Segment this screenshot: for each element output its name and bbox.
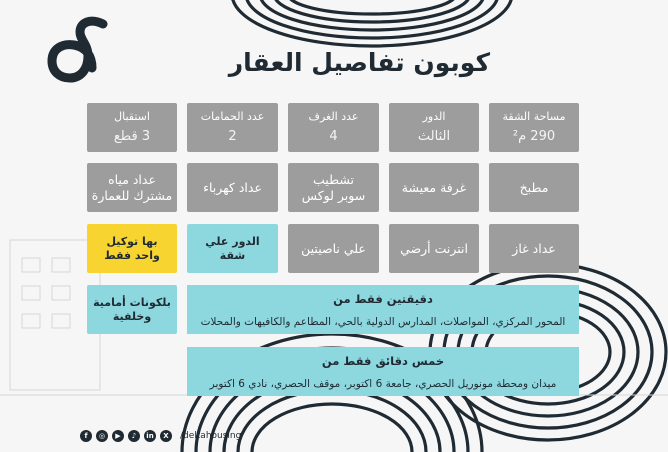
five-minutes-body: ميدان ومحطة مونوريل الحصري، جامعة 6 اكتوبر، موقف الحصري، نادي 6 اكتوبر	[209, 378, 557, 390]
five-minutes-heading: خمس دقائق فقط من	[321, 354, 445, 368]
tile-label: تشطيب	[313, 171, 354, 187]
tile-landline-internet	[389, 224, 479, 273]
tile-single-power-of-attorney	[87, 224, 177, 273]
tile-living-room	[389, 163, 479, 212]
tile-finishing	[288, 163, 379, 212]
tile-label: الدور علي شقة	[205, 234, 260, 262]
tile-label: عدد الغرف	[308, 110, 359, 123]
tile-floor	[389, 103, 479, 152]
tile-value: الثالث	[417, 128, 451, 144]
tile-label: بها توكيل واحد فقط	[104, 234, 160, 262]
x-icon[interactable]: X	[160, 430, 172, 442]
youtube-icon[interactable]: ▶	[112, 430, 124, 442]
tile-label: عداد كهرباء	[203, 179, 262, 195]
five-minutes-box	[187, 347, 579, 396]
tile-value: 290 م²	[512, 128, 556, 144]
tile-corner-location	[288, 224, 379, 273]
tile-bathrooms	[187, 103, 278, 152]
tile-rooms	[288, 103, 379, 152]
facebook-icon[interactable]: f	[80, 430, 92, 442]
two-minutes-body: المحور المركزي، المواصلات، المدارس الدولية بالحي، المطاعم والكافيهات والمحلات	[200, 316, 566, 328]
tile-label: غرفة معيشة	[401, 179, 467, 195]
linkedin-icon[interactable]: in	[144, 430, 156, 442]
social-handle[interactable]: /deltahousing	[180, 431, 242, 441]
instagram-icon[interactable]: ◎	[96, 430, 108, 442]
tile-water-meter	[87, 163, 177, 212]
tile-reception	[87, 103, 177, 152]
top-spiral-pattern	[232, 0, 512, 46]
tiktok-icon[interactable]: ♪	[128, 430, 140, 442]
two-minutes-box	[187, 285, 579, 334]
tile-gas-meter	[489, 224, 579, 273]
tile-label: مطبخ	[519, 179, 549, 195]
tile-label: استقبال	[114, 110, 150, 123]
tile-value: 3 قطع	[113, 128, 151, 144]
social-links	[80, 430, 241, 442]
tile-label: الدور	[422, 110, 446, 123]
page-title: كوبون تفاصيل العقار	[228, 48, 490, 77]
tile-label: مساحة الشقة	[502, 110, 566, 123]
tile-value: 2	[228, 128, 237, 144]
tile-label: بلكونات أمامية وخلفية	[93, 295, 171, 323]
tile-balconies	[87, 285, 177, 334]
tile-label: عداد غاز	[512, 240, 556, 256]
tile-label: عدد الحمامات	[200, 110, 265, 123]
tile-value: سوبر لوكس	[301, 187, 366, 203]
tile-kitchen	[489, 163, 579, 212]
tile-one-apartment-per-floor	[187, 224, 278, 273]
tile-label: انترنت أرضي	[400, 240, 468, 256]
tile-electricity-meter	[187, 163, 278, 212]
delta-logo-icon	[46, 16, 116, 84]
tile-apartment-area	[489, 103, 579, 152]
tile-value: 4	[329, 128, 338, 144]
tile-label: عداد مياه مشترك للعمارة	[91, 171, 173, 203]
two-minutes-heading: دقيقتين فقط من	[333, 292, 433, 306]
tile-label: علي ناصيتين	[301, 240, 366, 256]
